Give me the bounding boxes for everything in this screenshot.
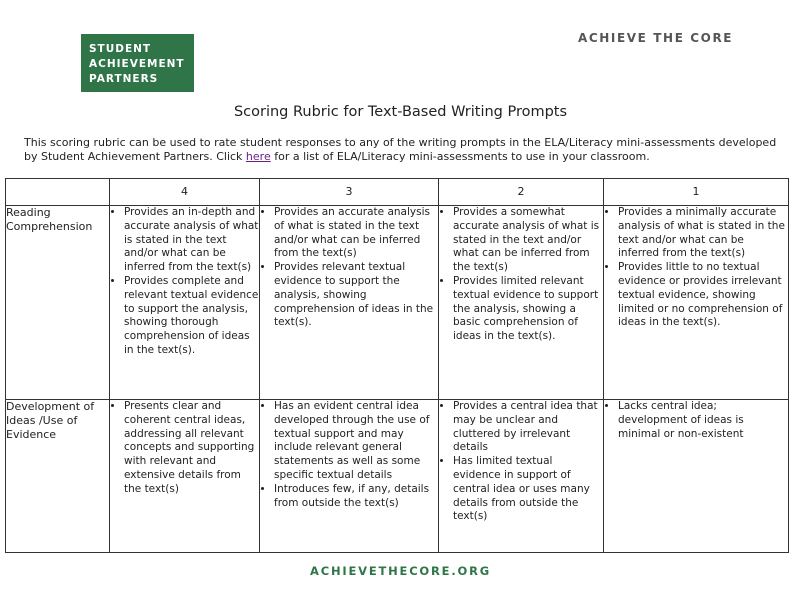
criterion-bullet: • Provides relevant textual evidence to support the analysis, showing comprehension of ideas in the text(s). [274, 261, 438, 330]
score-header-3: 3 [260, 179, 439, 206]
intro-text-before-link: This scoring rubric can be used to rate student responses to any of the writing prompts in the ELA/Literacy mini-assessments developed by Student Achievement Partners. Click [24, 136, 777, 163]
row-label-reading-comprehension: Reading Comprehension [6, 206, 110, 400]
score-header-1: 1 [604, 179, 789, 206]
criterion-bullet: • Provides a central idea that may be unclear and cluttered by irrelevant details [453, 400, 603, 455]
criterion-bullet: • Provides little to no textual evidence or provides irrelevant textual evidence, showing limited or no comprehension of ideas in the text(s). [618, 261, 788, 330]
footer-website-brand[interactable]: ACHIEVETHECORE.ORG [310, 564, 491, 578]
criterion-bullet: • Provides complete and relevant textual evidence to support the analysis, showing thorough comprehension of ideas in the text(s). [124, 275, 259, 358]
criterion-bullet: • Provides a minimally accurate analysis of what is stated in the text and/or what can be inferred from the text(s) [618, 206, 788, 261]
criterion-bullet: • Provides an accurate analysis of what is stated in the text and/or what can be inferred from the text(s) [274, 206, 438, 261]
logo-line-1: STUDENT [89, 43, 152, 55]
achieve-the-core-brand: ACHIEVE THE CORE [578, 31, 734, 45]
intro-text-after-link: for a list of ELA/Literacy mini-assessments to use in your classroom. [270, 150, 650, 163]
development-of-ideas-score-4 [110, 400, 260, 553]
development-of-ideas-score-3 [260, 400, 439, 553]
criterion-bullet: • Presents clear and coherent central ideas, addressing all relevant concepts and supporting with relevant and extensive details from the text(s) [124, 400, 259, 497]
mini-assessments-link[interactable]: here [245, 150, 271, 163]
score-header-2: 2 [439, 179, 604, 206]
row-label-development-of-ideas: Development of Ideas /Use of Evidence [6, 400, 110, 553]
reading-comprehension-score-4 [110, 206, 260, 400]
student-achievement-partners-logo [81, 34, 194, 92]
criterion-bullet: • Provides a somewhat accurate analysis of what is stated in the text and/or what can be inferred from the text(s) [453, 206, 603, 275]
logo-line-2: ACHIEVEMENT [89, 58, 185, 70]
criterion-bullet: • Has an evident central idea developed through the use of textual support and may include relevant general statements as well as some specific textual details [274, 400, 438, 483]
development-of-ideas-score-1 [604, 400, 789, 553]
score-header-row [6, 179, 789, 206]
logo-line-3: PARTNERS [89, 73, 159, 85]
scoring-rubric-table [5, 178, 789, 553]
intro-paragraph [24, 136, 784, 164]
reading-comprehension-score-2 [439, 206, 604, 400]
criterion-bullet: • Lacks central idea; development of ideas is minimal or non-existent [618, 400, 788, 441]
development-of-ideas-score-2 [439, 400, 604, 553]
development-of-ideas-row [6, 400, 789, 553]
criterion-bullet: • Provides an in-depth and accurate analysis of what is stated in the text and/or what can be inferred from the text(s) [124, 206, 259, 275]
reading-comprehension-row [6, 206, 789, 400]
criterion-bullet: • Has limited textual evidence in support of central idea or uses many details from outside the text(s) [453, 455, 603, 524]
reading-comprehension-score-1 [604, 206, 789, 400]
criterion-bullet: • Provides limited relevant textual evidence to support the analysis, showing a basic comprehension of ideas in the text(s). [453, 275, 603, 344]
criterion-bullet: • Introduces few, if any, details from outside the text(s) [274, 483, 438, 511]
page-title: Scoring Rubric for Text-Based Writing Prompts [233, 104, 568, 120]
corner-header [6, 179, 110, 206]
score-header-4: 4 [110, 179, 260, 206]
reading-comprehension-score-3 [260, 206, 439, 400]
